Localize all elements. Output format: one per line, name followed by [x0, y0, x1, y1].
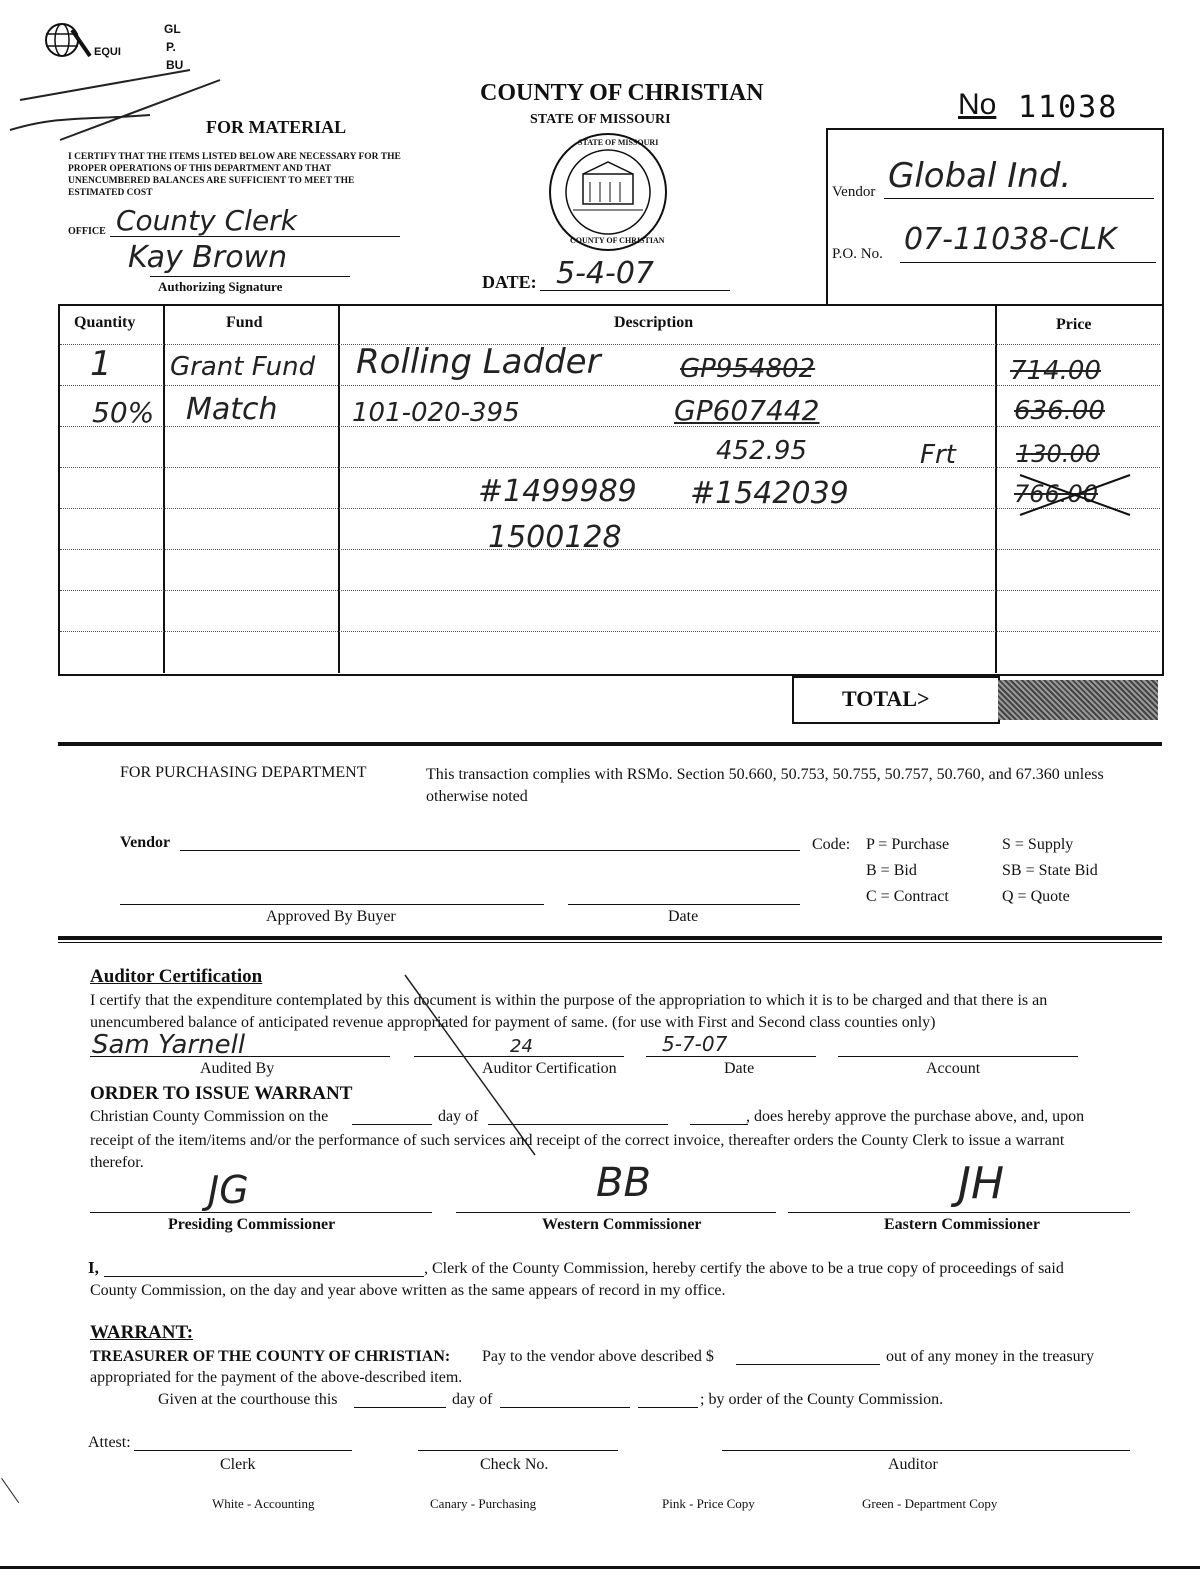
auditor-text: I certify that the expenditure contemplated by this document is within the purpose of the appropriation to which it is to be charged and that there is an unencumbered balance of anticipated revenue appropriated for payment of same. (for use with First and Second class counties only)	[90, 992, 1048, 1031]
row-2-code: GP607442	[674, 394, 820, 427]
row-2-description: 101-020-395	[352, 398, 520, 428]
row-2-price: 636.00	[1014, 396, 1105, 426]
number-label: No	[958, 88, 997, 121]
order-text-3: , does hereby approve the purchase above, and, upon	[746, 1108, 1085, 1125]
warrant-title: WARRANT:	[90, 1322, 194, 1343]
price-cross-out	[1000, 470, 1150, 520]
copy-canary: Canary - Purchasing	[430, 1496, 537, 1511]
treasurer-label: TREASURER OF THE COUNTY OF CHRISTIAN:	[90, 1348, 451, 1365]
clerk-text-1: , Clerk of the County Commission, hereby certify the above to be a true copy of proceedings of said	[424, 1260, 1064, 1277]
approved-by-buyer-label: Approved By Buyer	[266, 908, 396, 925]
presiding-signature: JG	[208, 1168, 249, 1212]
row-4-description: #1499989	[478, 474, 637, 509]
code-quote: Q = Quote	[1002, 888, 1070, 905]
po-label: P.O. No.	[832, 246, 883, 262]
row-1-quantity: 1	[90, 344, 112, 384]
code-bid: B = Bid	[866, 862, 917, 879]
vendor-po-box	[826, 128, 1164, 306]
given-text-3: ; by order of the County Commission.	[700, 1391, 944, 1408]
auditor-cert-label: Auditor Certification	[482, 1060, 617, 1077]
total-label: TOTAL>	[842, 686, 930, 711]
western-signature: BB	[596, 1160, 651, 1206]
logo-text-3: P.	[166, 40, 176, 54]
seal-text-bottom: COUNTY OF CHRISTIAN	[570, 236, 665, 245]
header-description: Description	[614, 314, 694, 331]
auditor-title: Auditor Certification	[90, 966, 263, 987]
compliance-text: This transaction complies with RSMo. Section 50.660, 50.753, 50.755, 50.757, 50.760, and 67.360 unless otherwise noted	[426, 766, 1104, 805]
clerk-text-2: County Commission, on the day and year above written as the same appears of record in my office.	[90, 1282, 726, 1299]
county-title: COUNTY OF CHRISTIAN	[480, 80, 764, 106]
form-title: FOR MATERIAL	[206, 117, 347, 137]
globe-icon	[42, 20, 92, 60]
total-value-blotted	[998, 680, 1158, 720]
row-4-code: #1542039	[690, 476, 849, 511]
seal-text-top: STATE OF MISSOURI	[578, 138, 659, 147]
form-number: 11038	[1018, 90, 1119, 125]
logo-text-1: EQUI	[94, 46, 121, 58]
eastern-signature: JH	[958, 1158, 1005, 1209]
copy-green: Green - Department Copy	[862, 1496, 998, 1511]
code-label: Code:	[812, 836, 851, 853]
po-number: 07-11038-CLK	[904, 222, 1117, 257]
county-seal-icon	[545, 132, 671, 252]
account-label: Account	[926, 1060, 981, 1077]
purchasing-label: FOR PURCHASING DEPARTMENT	[120, 764, 367, 781]
row-1-price: 714.00	[1010, 356, 1101, 386]
authorizing-label: Authorizing Signature	[158, 279, 283, 294]
row-5-description: 1500128	[488, 520, 622, 555]
code-contract: C = Contract	[866, 888, 949, 905]
header-fund: Fund	[226, 314, 263, 331]
western-label: Western Commissioner	[542, 1216, 702, 1233]
row-3-description: 452.95	[716, 436, 807, 466]
state-title: STATE OF MISSOURI	[530, 112, 671, 127]
date-label: DATE:	[482, 272, 537, 292]
code-purchase: P = Purchase	[866, 836, 950, 853]
row-1-code: GP954802	[680, 354, 816, 384]
vendor-value: Global Ind.	[888, 156, 1072, 196]
copy-white: White - Accounting	[212, 1496, 315, 1511]
order-title: ORDER TO ISSUE WARRANT	[90, 1083, 353, 1104]
warrant-text-3: appropriated for the payment of the above-described item.	[90, 1369, 463, 1386]
eastern-label: Eastern Commissioner	[884, 1216, 1040, 1233]
row-3-price: 130.00	[1016, 440, 1100, 468]
row-3-code: Frt	[920, 440, 956, 470]
approved-date-label: Date	[668, 908, 699, 925]
clerk-i: I,	[88, 1258, 99, 1277]
date-value: 5-4-07	[556, 256, 654, 291]
vendor-label: Vendor	[832, 184, 876, 200]
certify-text: I CERTIFY THAT THE ITEMS LISTED BELOW ARE NECESSARY FOR THE PROPER OPERATIONS OF THIS DEPARTMENT AND THAT UNENCUMBERED BALANCES ARE SUFFICIENT TO MEET THE ESTIMATED COST	[68, 152, 401, 198]
purchasing-vendor-label: Vendor	[120, 834, 171, 851]
logo-text-2: GL	[164, 22, 181, 36]
clerk-label: Clerk	[220, 1456, 256, 1473]
audited-by-label: Audited By	[200, 1060, 275, 1077]
audited-by-signature: Sam Yarnell	[92, 1030, 246, 1060]
given-text-2: day of	[452, 1391, 493, 1408]
row-1-description: Rolling Ladder	[356, 342, 601, 382]
copy-pink: Pink - Price Copy	[662, 1496, 755, 1511]
order-text-4: receipt of the item/items and/or the performance of such services and receipt of the correct invoice, thereafter orders the County Clerk to issue a warrant therefor.	[90, 1132, 1065, 1171]
authorizing-signature: Kay Brown	[128, 240, 288, 275]
auditor-date-label: Date	[724, 1060, 755, 1077]
office-label: OFFICE	[68, 226, 106, 237]
auditor-label: Auditor	[888, 1456, 938, 1473]
warrant-text-2: out of any money in the treasury	[886, 1348, 1094, 1365]
logo-text-4: BU	[166, 58, 184, 72]
given-text-1: Given at the courthouse this	[158, 1391, 338, 1408]
header-price: Price	[1056, 316, 1092, 333]
check-no-label: Check No.	[480, 1456, 549, 1473]
order-text-1: Christian County Commission on the	[90, 1108, 329, 1125]
header-quantity: Quantity	[74, 314, 136, 331]
code-state-bid: SB = State Bid	[1002, 862, 1098, 879]
order-text-2: day of	[438, 1108, 479, 1125]
row-2-quantity: 50%	[92, 396, 155, 429]
code-supply: S = Supply	[1002, 836, 1074, 853]
auditor-date-value: 5-7-07	[662, 1032, 728, 1056]
warrant-text-1: Pay to the vendor above described $	[482, 1348, 714, 1365]
auditor-cert-value: 24	[510, 1036, 533, 1057]
attest-label: Attest:	[88, 1434, 131, 1451]
presiding-label: Presiding Commissioner	[168, 1216, 336, 1233]
row-4-price: 766.00	[1014, 480, 1098, 508]
office-value: County Clerk	[116, 204, 297, 237]
row-2-fund: Match	[186, 392, 278, 427]
scribble-mark	[0, 60, 240, 150]
row-1-fund: Grant Fund	[170, 352, 316, 382]
